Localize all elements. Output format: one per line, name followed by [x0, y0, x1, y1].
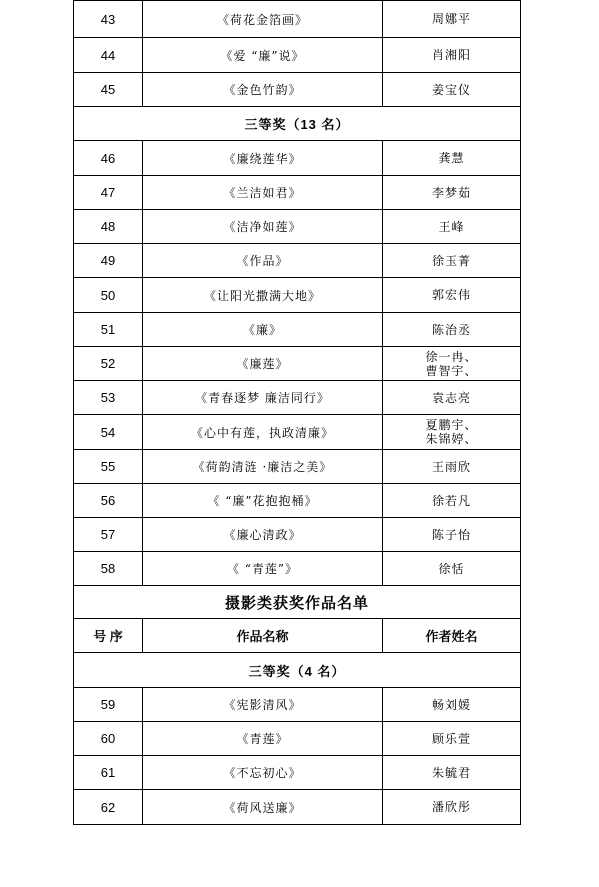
entry-number: 49: [74, 244, 143, 278]
author-line: 龚慧: [438, 151, 465, 165]
table-row: [74, 450, 521, 484]
author-line: 徐玉菁: [431, 253, 471, 268]
entry-number: 48: [74, 210, 143, 244]
author-name: [383, 518, 521, 552]
section-row: [74, 586, 521, 619]
author-name: [383, 552, 521, 586]
author-line: 王峰: [438, 219, 465, 234]
work-title: 《廉心清政》: [143, 518, 383, 552]
author-name: [383, 484, 521, 518]
table-row: [74, 176, 521, 210]
author-name: [383, 73, 521, 107]
work-title: 《不忘初心》: [143, 756, 383, 790]
author-line: 畅刘媛: [431, 697, 471, 712]
work-title: 《廉莲》: [143, 347, 383, 381]
author-line: 朱毓君: [431, 765, 471, 780]
column-header-author: 作者姓名: [383, 619, 521, 653]
author-line: 袁志亮: [431, 390, 471, 405]
photo-category-title: 摄影类获奖作品名单: [74, 586, 521, 619]
work-title: 《廉绕莲华》: [143, 141, 383, 176]
author-name: [383, 381, 521, 415]
column-header-title: 作品名称: [143, 619, 383, 653]
table-row: [74, 141, 521, 176]
work-title: 《荷风送廉》: [143, 790, 383, 825]
entry-number: 62: [74, 790, 143, 825]
work-title: 《宪影清风》: [143, 688, 383, 722]
work-title: 《青莲》: [143, 722, 383, 756]
author-name: [383, 210, 521, 244]
author-line: 顾乐萱: [431, 731, 471, 746]
author-line: 王雨欣: [431, 459, 471, 474]
author-line: 徐一冉、: [425, 349, 478, 364]
work-title: 《青春逐梦 廉洁同行》: [143, 381, 383, 415]
table-row: [74, 210, 521, 244]
table-row: [74, 415, 521, 450]
author-line: 徐恬: [438, 561, 465, 576]
entry-number: 54: [74, 415, 143, 450]
entry-number: 60: [74, 722, 143, 756]
award-section-heading: 三等奖（13 名）: [74, 107, 521, 141]
header-row: [74, 619, 521, 653]
entry-number: 46: [74, 141, 143, 176]
entry-number: 43: [74, 1, 143, 38]
table-row: [74, 244, 521, 278]
awards-table: [73, 0, 521, 825]
table-row: [74, 518, 521, 552]
author-line: 陈治丞: [431, 322, 471, 337]
author-name: [383, 38, 521, 73]
table-row: [74, 790, 521, 825]
entry-number: 51: [74, 313, 143, 347]
author-name: [383, 141, 521, 176]
author-name: [383, 415, 521, 450]
author-name: [383, 244, 521, 278]
section-row: [74, 653, 521, 688]
table-row: [74, 278, 521, 313]
entry-number: 61: [74, 756, 143, 790]
entry-number: 50: [74, 278, 143, 313]
author-name: [383, 1, 521, 38]
author-name: [383, 278, 521, 313]
author-line: 夏鹏宇、: [425, 418, 478, 432]
table-row: [74, 722, 521, 756]
entry-number: 44: [74, 38, 143, 73]
work-title: 《爱 “廉”说》: [143, 38, 383, 73]
author-line: 曹智宇、: [425, 363, 478, 378]
author-line: 周娜平: [431, 12, 471, 26]
author-line: 郭宏伟: [431, 288, 471, 302]
author-line: 朱锦婷、: [425, 432, 478, 446]
work-title: 《作品》: [143, 244, 383, 278]
author-name: [383, 450, 521, 484]
work-title: 《金色竹韵》: [143, 73, 383, 107]
author-name: [383, 313, 521, 347]
author-line: 徐若凡: [431, 493, 471, 508]
table-row: [74, 552, 521, 586]
table-row: [74, 484, 521, 518]
author-line: 姜宝仪: [431, 82, 471, 97]
table-row: [74, 756, 521, 790]
entry-number: 52: [74, 347, 143, 381]
work-title: 《心中有莲，执政清廉》: [143, 415, 383, 450]
table-row: [74, 347, 521, 381]
author-name: [383, 688, 521, 722]
author-name: [383, 722, 521, 756]
table-row: [74, 313, 521, 347]
author-line: 潘欣彤: [431, 800, 471, 814]
table-row: [74, 1, 521, 38]
work-title: 《让阳光撒满大地》: [143, 278, 383, 313]
work-title: 《荷韵清涟 ·廉洁之美》: [143, 450, 383, 484]
table-row: [74, 73, 521, 107]
author-name: [383, 756, 521, 790]
entry-number: 53: [74, 381, 143, 415]
work-title: 《廉》: [143, 313, 383, 347]
work-title: 《 “廉”花抱抱桶》: [143, 484, 383, 518]
entry-number: 56: [74, 484, 143, 518]
work-title: 《兰洁如君》: [143, 176, 383, 210]
entry-number: 57: [74, 518, 143, 552]
section-row: [74, 107, 521, 141]
entry-number: 59: [74, 688, 143, 722]
entry-number: 58: [74, 552, 143, 586]
author-line: 李梦茹: [431, 185, 471, 200]
table-row: [74, 38, 521, 73]
work-title: 《荷花金箔画》: [143, 1, 383, 38]
author-name: [383, 790, 521, 825]
work-title: 《 “青莲”》: [143, 552, 383, 586]
column-header-no: 号 序: [74, 619, 143, 653]
table-row: [74, 381, 521, 415]
entry-number: 47: [74, 176, 143, 210]
award-section-heading: 三等奖（4 名）: [74, 653, 521, 688]
entry-number: 45: [74, 73, 143, 107]
author-line: 陈子怡: [431, 527, 471, 542]
author-name: [383, 176, 521, 210]
table-row: [74, 688, 521, 722]
entry-number: 55: [74, 450, 143, 484]
author-name: [383, 347, 521, 381]
author-line: 肖湘阳: [431, 48, 471, 62]
work-title: 《洁净如莲》: [143, 210, 383, 244]
